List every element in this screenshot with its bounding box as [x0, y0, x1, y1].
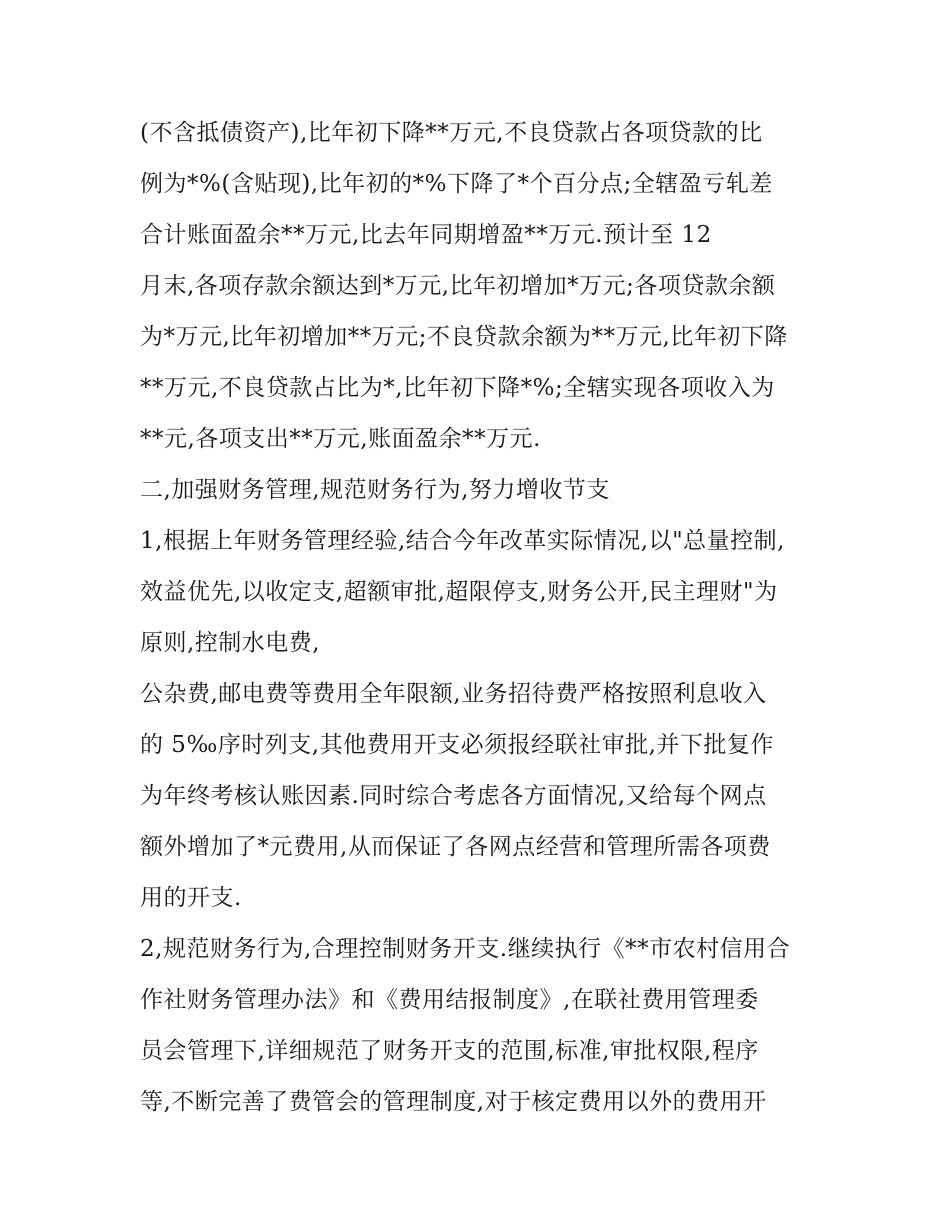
- text-line: 原则,控制水电费,: [140, 630, 321, 656]
- text-line: 为*万元,比年初增加**万元;不良贷款余额为**万元,比年初下降: [140, 324, 788, 350]
- text-line: 效益优先,以收定支,超额审批,超限停支,财务公开,民主理财"为: [140, 579, 778, 605]
- text-line: 公杂费,邮电费等费用全年限额,业务招待费严格按照利息收入: [140, 681, 767, 707]
- text-line: (不含抵债资产),比年初下降**万元,不良贷款占各项贷款的比: [140, 120, 763, 146]
- text-line: 的 5‰序时列支,其他费用开支必须报经联社审批,并下批复作: [140, 732, 774, 758]
- document-body: [140, 108, 820, 1128]
- text-line: 合计账面盈余**万元,比去年同期增盈**万元.预计至 12: [140, 222, 712, 248]
- text-line: 1,根据上年财务管理经验,结合今年改革实际情况,以"总量控制,: [140, 528, 785, 554]
- text-line: 作社财务管理办法》和《费用结报制度》,在联社费用管理委: [140, 987, 759, 1013]
- text-line: **元,各项支出**万元,账面盈余**万元.: [140, 426, 541, 452]
- text-line: 月末,各项存款余额达到*万元,比年初增加*万元;各项贷款余额: [140, 273, 776, 299]
- text-line: **万元,不良贷款占比为*,比年初下降*%;全辖实现各项收入为: [140, 375, 775, 401]
- text-line: 2,规范财务行为,合理控制财务开支.继续执行《**市农村信用合: [140, 936, 791, 962]
- text-line: 例为*%(含贴现),比年初的*%下降了*个百分点;全辖盈亏轧差: [140, 171, 773, 197]
- section-heading: 二,加强财务管理,规范财务行为,努力增收节支: [140, 477, 610, 503]
- text-line: 员会管理下,详细规范了财务开支的范围,标准,审批权限,程序: [140, 1038, 759, 1064]
- text-line: 为年终考核认账因素.同时综合考虑各方面情况,又给每个网点: [140, 783, 767, 809]
- text-line: 用的开支.: [140, 885, 242, 911]
- text-line: 额外增加了*元费用,从而保证了各网点经营和管理所需各项费: [140, 834, 771, 860]
- text-line: 等,不断完善了费管会的管理制度,对于核定费用以外的费用开: [140, 1089, 767, 1115]
